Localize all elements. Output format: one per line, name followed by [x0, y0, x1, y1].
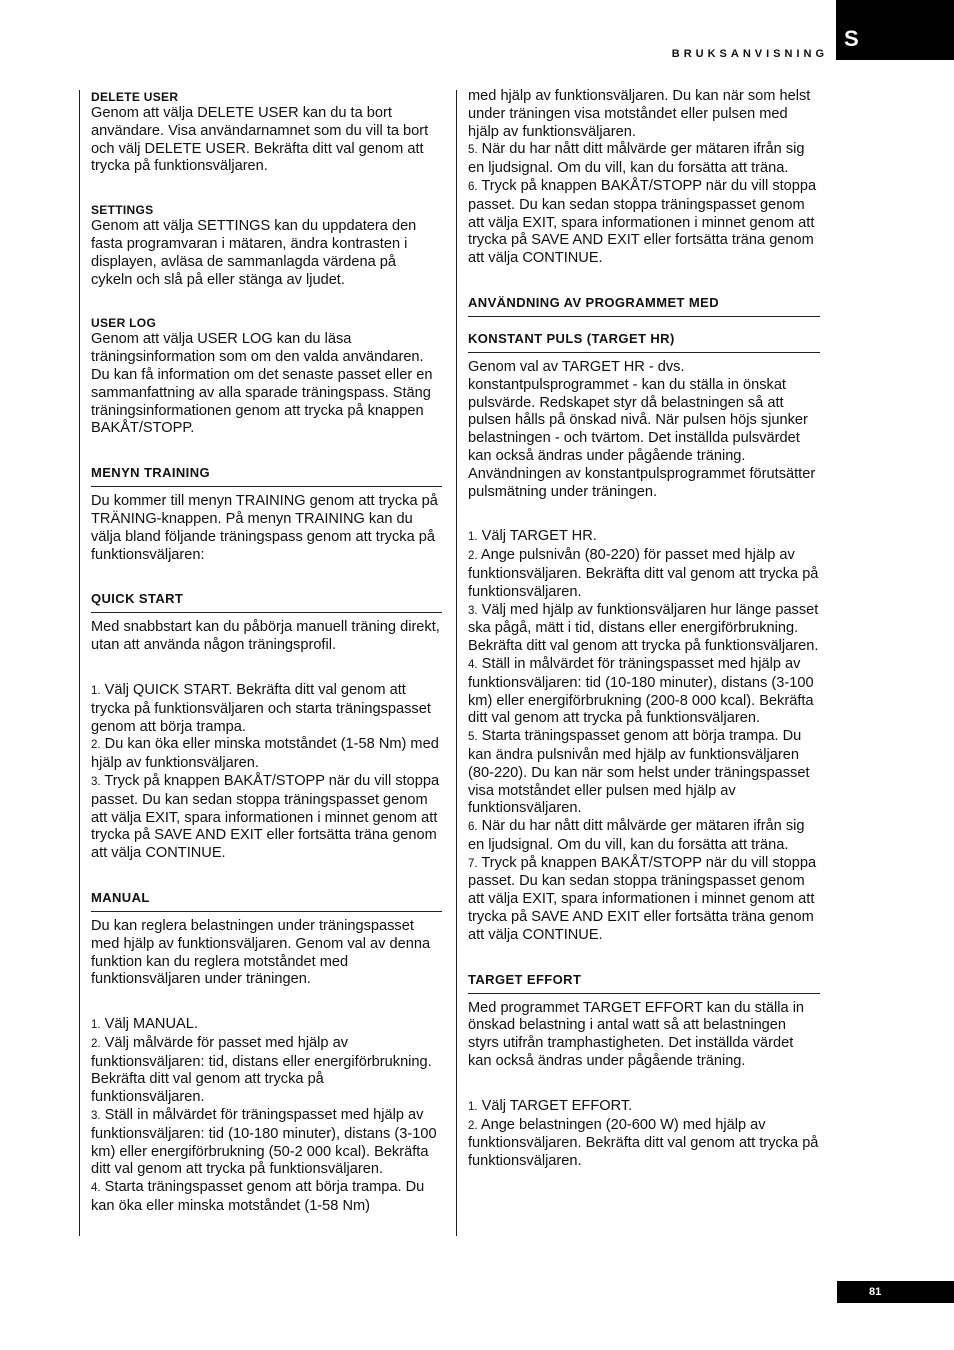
- list-item: 1. Välj TARGET HR.: [468, 528, 597, 545]
- heading-user-log: USER LOG: [91, 316, 157, 331]
- para-continuation: med hjälp av funktionsväljaren. Du kan när som helst under träningen visa motståndet eller pulsen med hjälp av funktionsväljaren.: [468, 88, 811, 140]
- list-target-hr: [468, 528, 819, 944]
- list-item: 5. Starta träningspasset genom att börja trampa. Du kan ändra pulsnivån med hjälp av funktionsväljaren (80-220). Du kan när som helst under träningspasset visa motståndet eller pulsen med hjälp av funktionsväljaren.: [468, 728, 810, 817]
- heading-delete-user: DELETE USER: [91, 90, 179, 104]
- heading-target-hr-2: KONSTANT PULS (TARGET HR): [468, 331, 820, 353]
- heading-manual: MANUAL: [91, 890, 442, 912]
- heading-menyn-training: MENYN TRAINING: [91, 465, 442, 487]
- left-column: [79, 90, 441, 1236]
- list-item: 1. Välj QUICK START. Bekräfta ditt val genom att trycka på funktionsväljaren och starta träningspasset genom att börja trampa.: [91, 681, 431, 735]
- language-letter: S: [844, 26, 859, 51]
- list-item: 7. Tryck på knappen BAKÅT/STOPP när du vill stoppa passet. Du kan sedan stoppa träningspasset genom att välja EXIT, spara informationen i minnet genom att trycka på SAVE AND EXIT eller fortsätta träna genom att välja CONTINUE.: [468, 854, 817, 943]
- list-item: 2. Ange pulsnivån (80-220) för passet med hjälp av funktionsväljaren. Bekräfta ditt val genom att trycka på funktionsväljaren.: [468, 547, 819, 600]
- list-item: 1. Välj TARGET EFFORT.: [468, 1097, 633, 1114]
- header-title: BRUKSANVISNING: [671, 48, 828, 60]
- list-item: 2. Välj målvärde för passet med hjälp av funktionsväljaren: tid, distans eller energiförbrukning. Bekräfta ditt val genom att trycka på funktionsväljaren.: [91, 1034, 432, 1106]
- para-target-effort: Med programmet TARGET EFFORT kan du ställa in önskad belastning i antal watt så att belastningen styrs utifrån tramphastigheten. Det inställda värdet kan också ändras under pågående träning.: [468, 999, 805, 1070]
- list-item: 6. Tryck på knappen BAKÅT/STOPP när du vill stoppa passet. Du kan sedan stoppa träningspasset genom att välja EXIT, spara informationen i minnet genom att trycka på SAVE AND EXIT eller fortsätta träna genom att välja CONTINUE.: [468, 177, 817, 267]
- heading-quick-start: QUICK START: [91, 591, 442, 613]
- list-item: 3. Tryck på knappen BAKÅT/STOPP när du vill stoppa passet. Du kan sedan stoppa träningspasset genom att välja EXIT, spara informationen i minnet genom att trycka på SAVE AND EXIT eller fortsätta träna genom att välja CONTINUE.: [91, 772, 440, 862]
- page-number: 81: [837, 1281, 954, 1303]
- list-target-effort: [468, 1098, 819, 1171]
- list-item: 4. Ställ in målvärdet för träningspasset med hjälp av funktionsväljaren: tid (10-180 minuter), distans (3-100 km) eller energiförbrukning (200-8 000 kcal). Bekräfta ditt val genom att trycka på funktionsväljaren.: [468, 655, 814, 727]
- heading-target-effort: TARGET EFFORT: [468, 972, 820, 994]
- para-settings: Genom att välja SETTINGS kan du uppdatera den fasta programvaran i mätaren, ändra kontrasten i displayen, avläsa de sammanlagda värdena på cykeln och slå på eller stänga av ljudet.: [91, 218, 417, 288]
- list-item: 3. Ställ in målvärdet för träningspasset med hjälp av funktionsväljaren: tid (10-180 minuter), distans (3-100 km) eller energiförbrukning (50-2 000 kcal). Bekräfta ditt val genom att trycka på funktionsväljaren.: [91, 1107, 437, 1178]
- para-user-log: Genom att välja USER LOG kan du läsa träningsinformation som om den valda användaren. Du kan få information om det senaste passet eller en sammanfattning av alla sparade träningspass. Stäng träningsinformationen genom att trycka på knappen BAKÅT/STOPP.: [91, 331, 433, 437]
- heading-target-hr-1: ANVÄNDNING AV PROGRAMMET MED: [468, 295, 820, 317]
- list-item: 1. Välj MANUAL.: [91, 1016, 198, 1033]
- para-manual: Du kan reglera belastningen under träningspasset med hjälp av funktionsväljaren. Genom val av denna funktion kan du reglera motståndet med funktionsväljaren under träningen.: [91, 917, 431, 988]
- right-column: [456, 90, 819, 1236]
- list-item: 6. När du har nått ditt målvärde ger mätaren ifrån sig en ljudsignal. Om du vill, kan du forsätta att träna.: [468, 818, 805, 853]
- para-delete-user: Genom att välja DELETE USER kan du ta bort användare. Visa användarnamnet som du vill ta bort och välj DELETE USER. Bekräfta ditt val genom att trycka på funktionsväljaren.: [91, 105, 429, 175]
- para-quick-start: Med snabbstart kan du påbörja manuell träning direkt, utan att använda någon träningsprofil.: [91, 619, 440, 654]
- list-item: 2. Du kan öka eller minska motståndet (1-58 Nm) med hjälp av funktionsväljaren.: [91, 736, 439, 772]
- list-item: 4. Starta träningspasset genom att börja trampa. Du kan öka eller minska motståndet (1-58 Nm): [91, 1179, 425, 1215]
- list-item: 3. Välj med hjälp av funktionsväljaren hur länge passet ska pågå, mätt i tid, distans eller energiförbrukning. Bekräfta ditt val genom att trycka på funktionsväljaren.: [468, 601, 819, 655]
- list-quick-start: [91, 682, 441, 863]
- list-manual: [91, 1016, 441, 1216]
- language-tab: [836, 0, 954, 60]
- list-item: 5. När du har nått ditt målvärde ger mätaren ifrån sig en ljudsignal. Om du vill, kan du forsätta att träna.: [468, 141, 805, 177]
- list-continuation: [468, 141, 819, 268]
- para-target-hr: Genom val av TARGET HR - dvs. konstantpulsprogrammet - kan du ställa in önskat pulsvärde. Redskapet styr då belastningen så att pulsen hålls på önskad nivå. När pulsen höjs sjunker belastningen - och tvärtom. Det inställda pulsvärdet kan också ändras under pågående träning. Användningen av konstantpulsprogrammet förutsätter pulsmätning under träningen.: [468, 358, 816, 500]
- list-item: 2. Ange belastningen (20-600 W) med hjälp av funktionsväljaren. Bekräfta ditt val genom att trycka på funktionsväljaren.: [468, 1116, 819, 1170]
- para-menyn-training: Du kommer till menyn TRAINING genom att trycka på TRÄNING-knappen. På menyn TRAINING kan du välja bland följande träningspass genom att trycka på funktionsväljaren:: [91, 493, 438, 563]
- heading-settings: SETTINGS: [91, 203, 154, 218]
